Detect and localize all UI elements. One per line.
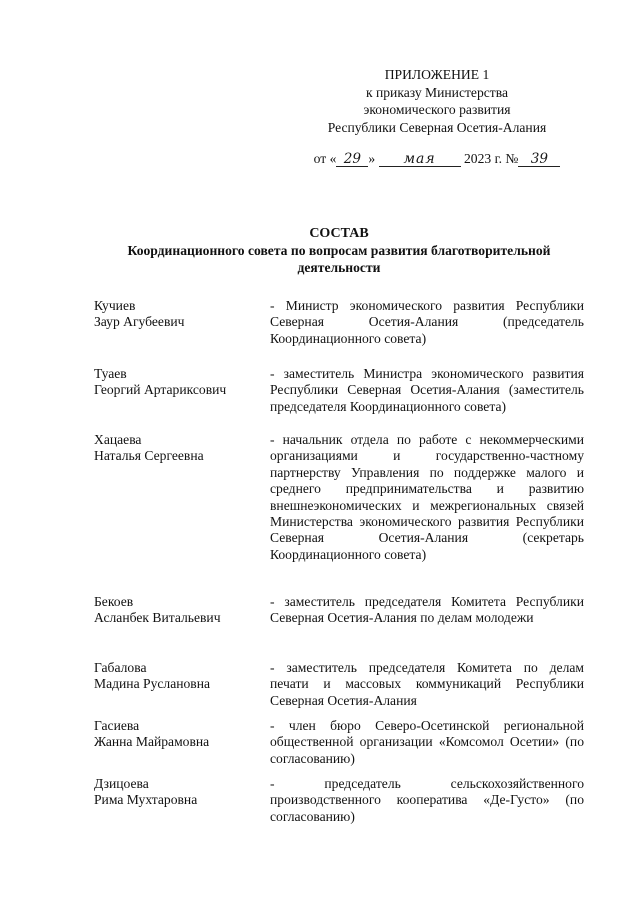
member-role: - Министр экономического развития Республики Северная Осетия-Алания (председатель Координационного совета): [270, 298, 584, 346]
member-row: [94, 776, 584, 834]
member-name: [94, 594, 270, 660]
member-surname: Хацаева: [94, 432, 142, 447]
member-surname: Гасиева: [94, 718, 140, 733]
year-text: 2023 г. №: [463, 151, 519, 167]
handwritten-month: мая: [379, 152, 461, 167]
order-date-line: [307, 150, 567, 168]
member-surname: Бекоев: [94, 594, 134, 609]
title-subheading: Координационного совета по вопросам развития благотворительной деятельности: [127, 243, 551, 275]
member-role: - председатель сельскохозяйственного производственного кооператива «Де-Густо» (по согласованию): [270, 776, 584, 824]
handwritten-order-number: 39: [518, 152, 560, 167]
member-row: [94, 432, 584, 594]
document-title: [94, 225, 584, 276]
member-role: - начальник отдела по работе с некоммерческими организациями и государственно-частному партнерству Управления по поддержке малого и среднего предпринимательства и развитию внешнеэкономических и межрегиональных связей Министерства экономического развития Республики Северная Осетия-Алания (секретарь Координационного совета): [270, 432, 584, 562]
appendix-line: Республики Северная Осетия-Алания: [327, 119, 547, 135]
member-name: [94, 718, 270, 776]
member-name: [94, 432, 270, 594]
date-prefix: от «: [313, 151, 337, 167]
member-surname: Кучиев: [94, 298, 136, 313]
appendix-header: [307, 66, 567, 168]
appendix-line: экономического развития: [363, 102, 511, 118]
member-given-name: Георгий Артариксович: [94, 382, 227, 398]
member-surname: Габалова: [94, 660, 147, 675]
member-surname: Дзицоева: [94, 776, 149, 791]
member-row: [94, 594, 584, 660]
member-row: [94, 718, 584, 776]
member-given-name: Рима Мухтаровна: [94, 792, 198, 808]
member-row: [94, 366, 584, 432]
member-name: [94, 660, 270, 718]
member-role: - заместитель председателя Комитета по делам печати и массовых коммуникаций Республики Северная Осетия-Алания: [270, 660, 584, 708]
member-role: - заместитель председателя Комитета Республики Северная Осетия-Алания по делам молодежи: [270, 594, 584, 626]
member-role: - заместитель Министра экономического развития Республики Северная Осетия-Алания (заместитель председателя Координационного совета): [270, 366, 584, 414]
member-given-name: Жанна Майрамовна: [94, 734, 210, 750]
member-role: - член бюро Северо-Осетинской региональной общественной организации «Комсомол Осетии» (по согласованию): [270, 718, 584, 766]
member-given-name: Заур Агубеевич: [94, 314, 185, 330]
member-given-name: Мадина Руслановна: [94, 676, 211, 692]
member-name: [94, 776, 270, 834]
member-row: [94, 298, 584, 366]
member-row: [94, 660, 584, 718]
member-surname: Туаев: [94, 366, 127, 381]
date-mid: »: [368, 151, 376, 167]
member-given-name: Асланбек Витальевич: [94, 610, 221, 626]
members-list: [94, 298, 584, 834]
member-name: [94, 298, 270, 366]
appendix-title: ПРИЛОЖЕНИЕ 1: [384, 67, 490, 82]
handwritten-day: 29: [336, 152, 368, 167]
member-given-name: Наталья Сергеевна: [94, 448, 204, 464]
title-heading: СОСТАВ: [309, 226, 369, 241]
appendix-line: к приказу Министерства: [365, 84, 509, 100]
member-name: [94, 366, 270, 432]
